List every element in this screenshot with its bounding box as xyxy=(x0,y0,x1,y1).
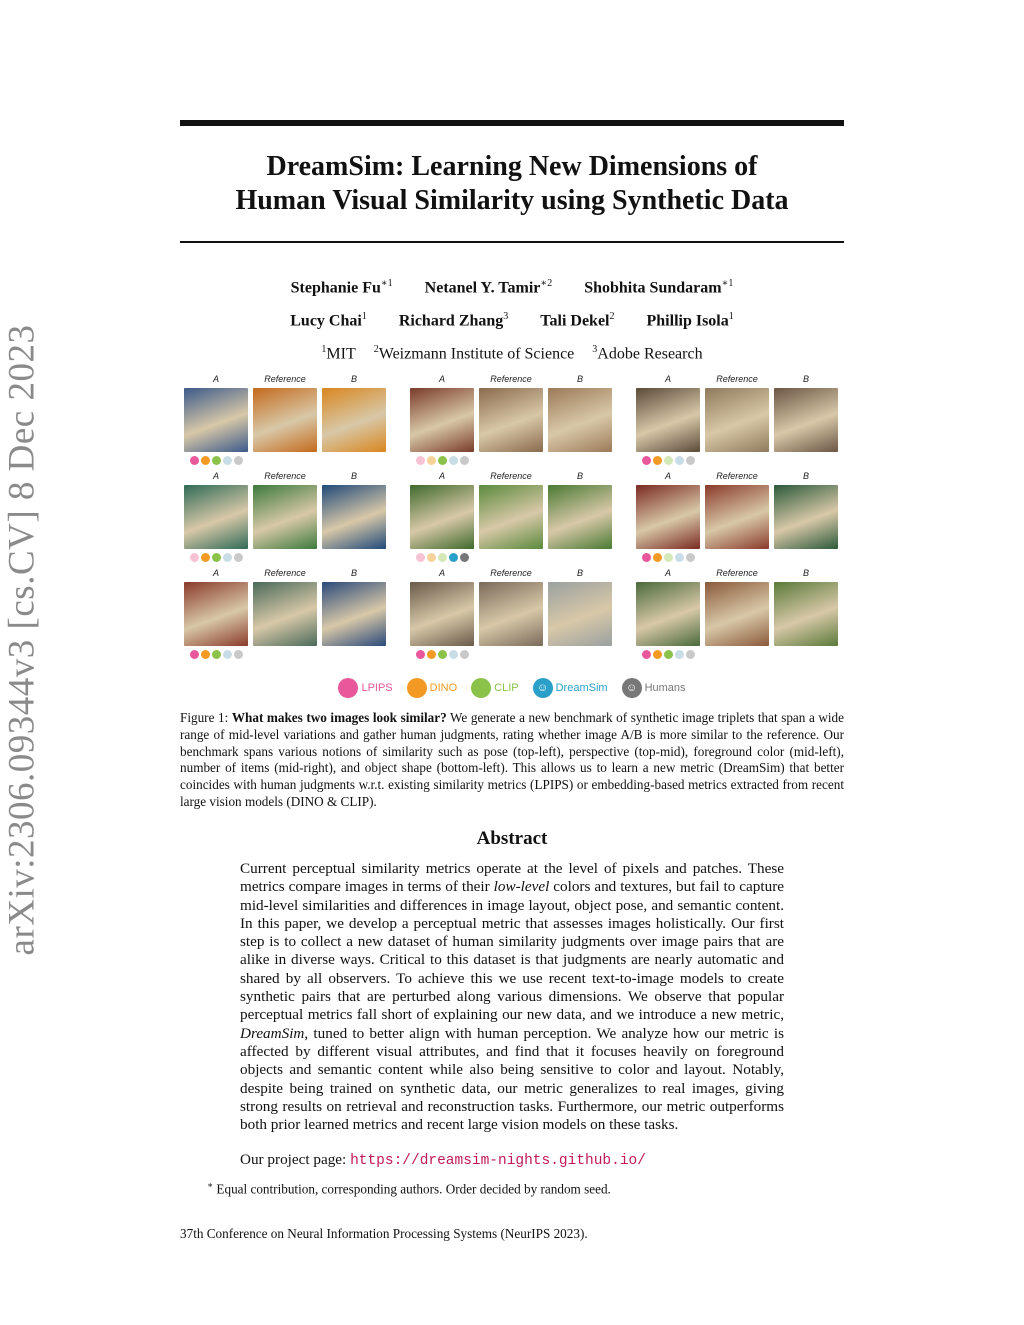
legend-item xyxy=(407,678,458,698)
vote-dot xyxy=(416,456,425,465)
vote-dot xyxy=(438,553,447,562)
image-b-label: B xyxy=(350,568,357,578)
image-a-label: A xyxy=(438,471,445,481)
image-reference-lotus xyxy=(253,485,317,549)
abstract-body: Current perceptual similarity metrics operate at the level of pixels and patches. These metrics compare images in terms of their low-level colors and textures, but fail to capture mid-level similarities and differences in image layout, object pose, and semantic content. In this paper, we develop a perceptual metric that assesses images holistically. Our first step is to collect a new dataset of human similarity judgments over image pairs that are alike in diverse ways. Critical to this dataset is that judgments are nearly automatic and shared by all observers. To achieve this we use recent text-to-image models to create synthetic pairs that are perturbed along various dimensions. We observe that popular perceptual metrics fall short of explaining our new data, and we introduce a new metric, DreamSim, tuned to better align with human perception. We analyze how our metric is affected by different visual attributes, and find that it focuses heavily on foreground objects and semantic content while also being sensitive to color and layout. Notably, despite being trained on synthetic data, our metric generalizes to real images, giving strong results on retrieval and reconstruction tasks. Furthermore, our metric outperforms both prior learned metrics and recent large vision models on these tasks. xyxy=(240,860,784,1134)
vote-dot xyxy=(201,650,210,659)
vote-dot xyxy=(190,650,199,659)
metric-votes xyxy=(636,456,700,465)
image-b-label: B xyxy=(350,471,357,481)
image-b-gallery xyxy=(548,388,612,452)
image-a-shelves xyxy=(636,388,700,452)
vote-dot xyxy=(460,650,469,659)
vote-dot xyxy=(190,553,199,562)
vote-dot xyxy=(449,456,458,465)
metric-votes xyxy=(636,553,700,562)
image-reference-label: Reference xyxy=(716,568,758,578)
image-reference-forest xyxy=(479,485,543,549)
image-a-butterfly xyxy=(184,388,248,452)
project-label: Our project page: xyxy=(240,1151,351,1168)
authors-row-1 xyxy=(180,278,844,297)
title-line-1: DreamSim: Learning New Dimensions of xyxy=(266,151,758,182)
vote-dot xyxy=(449,553,458,562)
metric-votes xyxy=(184,650,248,659)
vote-dot xyxy=(234,456,243,465)
vote-dot xyxy=(686,456,695,465)
author: Stephanie $Fu^{∗1}$ xyxy=(290,278,393,297)
vote-dot xyxy=(438,456,447,465)
metric-votes xyxy=(184,553,248,562)
vote-dot xyxy=(427,456,436,465)
image-a-amphitheater xyxy=(184,582,248,646)
vote-dot xyxy=(201,456,210,465)
caption-text: We generate a new benchmark of synthetic image triplets that span a wide range of mid-level variations and gather human judgments, rating whether image A/B is more similar to the reference. Our benchmark spans various notions of similarity such as pose (top-left), perspective (top-mid), foreground color (mid-left), number of items (mid-right), and object shape (bottom-left). This allows us to learn a new metric (DreamSim) that better coincides with human judgments w.r.t. existing similarity metrics (LPIPS) or embedding-based metrics extracted from recent large vision models (DINO & CLIP). xyxy=(180,710,844,809)
image-reference-label: Reference xyxy=(264,374,306,384)
humans-person-icon: ☺ xyxy=(622,678,642,698)
image-triplet-shelves xyxy=(634,374,840,466)
image-a-label: A xyxy=(664,374,671,384)
metric-votes xyxy=(184,456,248,465)
image-a-label: A xyxy=(438,568,445,578)
image-b-label: B xyxy=(576,568,583,578)
legend-item xyxy=(471,678,518,698)
project-page-line xyxy=(240,1151,784,1170)
vote-dot xyxy=(438,650,447,659)
image-b-forest xyxy=(548,485,612,549)
vote-dot xyxy=(664,650,673,659)
image-triplet-amphitheater xyxy=(182,568,388,660)
vote-dot xyxy=(686,650,695,659)
image-b-label: B xyxy=(802,374,809,384)
affiliation: $^1$MIT xyxy=(321,344,356,363)
image-a-stones xyxy=(410,582,474,646)
image-a-label: A xyxy=(212,374,219,384)
author: Tali Dekel$^2$ xyxy=(540,311,615,330)
image-a-label: A xyxy=(212,568,219,578)
image-a-forest xyxy=(410,485,474,549)
image-b-label: B xyxy=(802,471,809,481)
image-a-label: A xyxy=(212,471,219,481)
title-rule-top xyxy=(180,120,844,126)
legend-label: DINO xyxy=(429,682,458,694)
author: Phillip Isola$^1$ xyxy=(646,311,734,330)
image-b-lotus xyxy=(322,485,386,549)
vote-dot xyxy=(449,650,458,659)
abstract-heading: Abstract xyxy=(476,828,548,849)
image-a-gallery xyxy=(410,388,474,452)
image-reference-label: Reference xyxy=(490,374,532,384)
image-triplet-gallery xyxy=(408,374,614,466)
image-reference-butterfly xyxy=(253,388,317,452)
authors-row-2 xyxy=(180,311,844,330)
vote-dot xyxy=(212,650,221,659)
image-reference-label: Reference xyxy=(716,374,758,384)
metric-votes xyxy=(410,456,474,465)
image-a-treehouse xyxy=(636,582,700,646)
legend-item xyxy=(338,678,392,698)
image-reference-amphitheater xyxy=(253,582,317,646)
image-triplet-lotus xyxy=(182,471,388,563)
image-reference-label: Reference xyxy=(716,471,758,481)
metric-votes xyxy=(410,650,474,659)
image-triplet-stockings xyxy=(634,471,840,563)
abstract-italic: DreamSim xyxy=(240,1024,305,1042)
image-reference-stockings xyxy=(705,485,769,549)
vote-dot xyxy=(427,553,436,562)
lpips-dot xyxy=(338,678,358,698)
vote-dot xyxy=(675,553,684,562)
metric-votes xyxy=(410,553,474,562)
image-b-shelves xyxy=(774,388,838,452)
vote-dot xyxy=(460,456,469,465)
vote-dot xyxy=(223,456,232,465)
vote-dot xyxy=(416,553,425,562)
vote-dot xyxy=(460,553,469,562)
image-triplet-stones xyxy=(408,568,614,660)
author: Shobhita Sundaram$^{∗1}$ xyxy=(584,278,734,297)
vote-dot xyxy=(642,650,651,659)
figure-caption xyxy=(180,710,844,811)
image-triplet-butterfly xyxy=(182,374,388,466)
author: Netanel Y. Tamir$^{∗2}$ xyxy=(424,278,553,297)
image-triplet-forest xyxy=(408,471,614,563)
caption-label: Figure 1: xyxy=(180,710,232,725)
image-reference-shelves xyxy=(705,388,769,452)
image-b-label: B xyxy=(350,374,357,384)
vote-dot xyxy=(223,650,232,659)
vote-dot xyxy=(212,456,221,465)
caption-bold: What makes two images look similar? xyxy=(231,710,447,725)
affiliation: $^2$Weizmann Institute of Science xyxy=(373,344,575,363)
vote-dot xyxy=(234,650,243,659)
vote-dot xyxy=(686,553,695,562)
vote-dot xyxy=(212,553,221,562)
vote-dot xyxy=(427,650,436,659)
dreamsim-person-icon: ☺ xyxy=(533,678,553,698)
image-a-label: A xyxy=(438,374,445,384)
image-reference-label: Reference xyxy=(264,568,306,578)
metric-votes xyxy=(636,650,700,659)
image-b-label: B xyxy=(576,471,583,481)
vote-dot xyxy=(653,650,662,659)
conference-note: 37th Conference on Neural Information Processing Systems (NeurIPS 2023). xyxy=(180,1226,588,1241)
legend-label: CLIP xyxy=(494,682,519,694)
image-b-label: B xyxy=(576,374,583,384)
image-triplet-treehouse xyxy=(634,568,840,660)
vote-dot xyxy=(675,456,684,465)
vote-dot xyxy=(416,650,425,659)
footnote: ∗ Equal contribution, corresponding authors. Order decided by random seed. xyxy=(207,1180,611,1197)
image-reference-label: Reference xyxy=(490,568,532,578)
vote-dot xyxy=(234,553,243,562)
figure-legend xyxy=(180,678,844,698)
dino-dot xyxy=(407,678,427,698)
author: Richard Zhang$^3$ xyxy=(398,311,509,330)
image-reference-gallery xyxy=(479,388,543,452)
abstract-italic: low-level xyxy=(493,878,550,896)
paper-title xyxy=(180,150,844,218)
vote-dot xyxy=(653,553,662,562)
legend-label: DreamSim xyxy=(555,682,608,694)
author: Lucy Chai$^1$ xyxy=(290,311,367,330)
legend-item xyxy=(622,678,686,698)
legend-label: LPIPS xyxy=(361,682,393,694)
image-a-lotus xyxy=(184,485,248,549)
title-rule-bottom xyxy=(180,241,844,243)
affiliation: $^3$Adobe Research xyxy=(592,344,703,363)
vote-dot xyxy=(642,553,651,562)
vote-dot xyxy=(223,553,232,562)
arxiv-stamp-text: arXiv:2306.09344v3 [cs.CV] 8 Dec 2023 xyxy=(1,324,43,956)
image-a-label: A xyxy=(664,568,671,578)
title-line-2: Human Visual Similarity using Synthetic Data xyxy=(235,185,789,216)
vote-dot xyxy=(653,456,662,465)
image-a-stockings xyxy=(636,485,700,549)
image-b-stockings xyxy=(774,485,838,549)
image-reference-treehouse xyxy=(705,582,769,646)
image-b-butterfly xyxy=(322,388,386,452)
vote-dot xyxy=(664,553,673,562)
image-b-amphitheater xyxy=(322,582,386,646)
figure-1-grid xyxy=(182,374,842,666)
clip-dot xyxy=(471,678,491,698)
vote-dot xyxy=(201,553,210,562)
vote-dot xyxy=(642,456,651,465)
legend-label: Humans xyxy=(644,682,686,694)
affiliations xyxy=(180,344,844,363)
project-url-link[interactable]: https://dreamsim-nights.github.io/ xyxy=(350,1153,646,1169)
image-b-stones xyxy=(548,582,612,646)
vote-dot xyxy=(190,456,199,465)
image-reference-stones xyxy=(479,582,543,646)
image-b-label: B xyxy=(802,568,809,578)
legend-item xyxy=(533,678,608,698)
image-a-label: A xyxy=(664,471,671,481)
vote-dot xyxy=(664,456,673,465)
vote-dot xyxy=(675,650,684,659)
image-reference-label: Reference xyxy=(264,471,306,481)
image-reference-label: Reference xyxy=(490,471,532,481)
image-b-treehouse xyxy=(774,582,838,646)
